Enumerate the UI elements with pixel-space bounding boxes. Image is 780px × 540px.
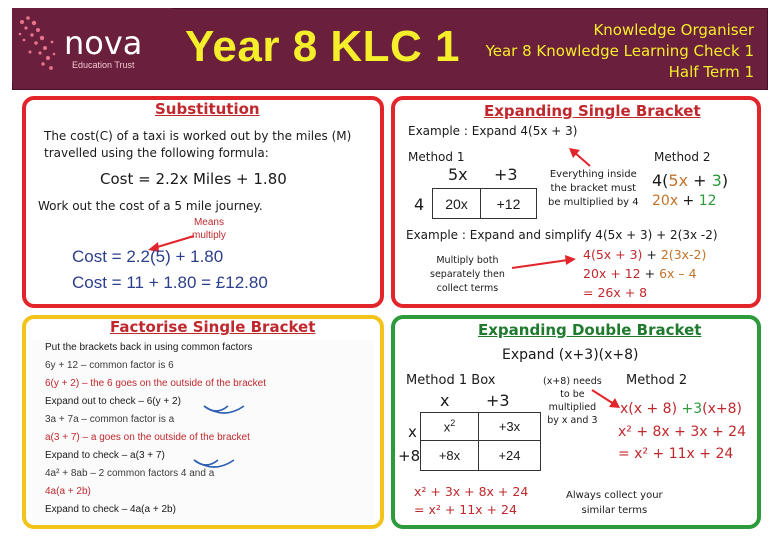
edb-method-1-box xyxy=(420,412,541,471)
esb-note-line-2: the bracket must xyxy=(550,183,637,194)
means-multiply-line-1: Means xyxy=(193,217,224,228)
esb-m2-5x: 5x xyxy=(668,171,689,190)
fac-line-4: 3a + 7a – common factor is a xyxy=(45,414,175,425)
edb-box-row-label-1: x xyxy=(408,423,417,441)
fac-expand-arcs-2 xyxy=(188,456,248,470)
factorise-heading: Factorise Single Bracket xyxy=(110,318,316,336)
ko-line-3: Half Term 1 xyxy=(668,63,754,81)
esb-m2-close: ) xyxy=(721,171,729,190)
edb-box-cell-x2: $x^2$ xyxy=(421,413,479,441)
edb-collect-note xyxy=(566,488,663,518)
esb-example-1: Example : Expand 4(5x + 3) xyxy=(408,124,578,138)
edb-m2-x: x xyxy=(620,401,629,417)
nova-logo-mark xyxy=(12,8,172,82)
esb-m2-four: 4( xyxy=(652,171,669,190)
fac-line-1: 6y + 12 – common factor is 6 xyxy=(45,360,174,371)
substitution-intro-1: The cost(C) of a taxi is worked out by the miles (M) xyxy=(44,129,352,143)
fac-line-0: Put the brackets back in using common factors xyxy=(45,342,253,353)
substitution-answer-2: Cost = 11 + 1.80 = £12.80 xyxy=(72,273,268,292)
esb-s2-plus: + xyxy=(640,266,660,281)
substitution-answer-1: Cost = 2.2(5) + 1.80 xyxy=(72,247,224,266)
esb-grid-cell-1: 20x xyxy=(433,189,481,219)
fac-line-2: 6(y + 2) – the 6 goes on the outside of the bracket xyxy=(45,378,266,389)
edb-m2-bracket-2: (x+8) xyxy=(702,401,742,417)
esb-example-2: Example : Expand and simplify 4(5x + 3) + 2(3x -2) xyxy=(406,228,718,242)
esb-s2-term-2: 6x – 4 xyxy=(659,266,697,281)
fac-line-6: Expand to check – a(3 + 7) xyxy=(45,450,165,461)
esb-s-term-1: 4(5x + 3) xyxy=(583,247,643,262)
esb-m2-plus-2: + xyxy=(678,193,699,209)
fac-line-3: Expand out to check – 6(y + 2) xyxy=(45,396,181,407)
esb-side-note-2: separately then xyxy=(430,269,505,280)
expanding-double-heading: Expanding Double Bracket xyxy=(478,321,702,339)
substitution-question: Work out the cost of a 5 mile journey. xyxy=(38,199,263,213)
factorise-worked-example xyxy=(32,340,374,520)
esb-s2-term-1: 20x + 12 xyxy=(583,266,641,281)
esb-note-arrow xyxy=(560,146,600,170)
esb-m2-plus: + xyxy=(688,171,712,190)
edb-box-head-2: +3 xyxy=(486,391,510,410)
ko-line-2: Year 8 Knowledge Learning Check 1 xyxy=(485,42,754,60)
edb-note-line-3: multiplied xyxy=(548,402,597,413)
knowledge-organiser-title xyxy=(486,20,754,83)
esb-simplify-line-2 xyxy=(583,266,697,281)
esb-method-2-label: Method 2 xyxy=(654,150,711,164)
fac-line-8: 4a(a + 2b) xyxy=(45,486,91,497)
fac-expand-arcs-1 xyxy=(198,402,258,416)
edb-collect-line-2: similar terms xyxy=(581,505,648,516)
esb-s-term-2: 2(3x-2) xyxy=(660,247,707,262)
edb-note-line-4: by x and 3 xyxy=(547,415,598,426)
expanding-single-heading: Expanding Single Bracket xyxy=(484,102,701,120)
esb-simplify-line-1 xyxy=(583,247,706,262)
edb-m2-plus3: +3 xyxy=(681,401,703,417)
esb-side-note-1: Multiply both xyxy=(436,255,499,266)
esb-side-note xyxy=(430,254,505,296)
edb-method-2-line-2: x² + 8x + 3x + 24 xyxy=(618,424,746,440)
esb-side-note-3: collect terms xyxy=(436,283,499,294)
edb-example: Expand (x+3)(x+8) xyxy=(502,347,639,363)
edb-method-2-line-1 xyxy=(620,401,742,417)
esb-side-note-arrow xyxy=(508,252,580,276)
edb-method-1-label: Method 1 Box xyxy=(406,373,496,388)
edb-box-cell-8x: +8x xyxy=(421,441,479,471)
esb-note-line-3: be multiplied by 4 xyxy=(548,197,639,208)
esb-method-1-label: Method 1 xyxy=(408,150,465,164)
esb-m2-12: 12 xyxy=(698,193,717,209)
edb-collect-line-1: Always collect your xyxy=(566,490,663,501)
edb-m2-bracket-1: (x + 8) xyxy=(628,401,682,417)
edb-box-cell-3x: +3x xyxy=(479,413,541,441)
esb-grid-head-1: 5x xyxy=(448,165,468,184)
esb-method-2-line-1 xyxy=(652,171,728,190)
edb-note-line-2: to be xyxy=(560,389,585,400)
esb-grid-row-label: 4 xyxy=(414,195,425,214)
svg-text:nova: nova xyxy=(64,24,143,62)
edb-box-cell-x2-base: x xyxy=(443,419,451,435)
means-multiply-line-2: multiply xyxy=(192,230,226,241)
esb-method-1-grid xyxy=(432,188,537,219)
esb-s-plus-1: + xyxy=(642,247,661,262)
edb-box-row-label-2: +8 xyxy=(398,447,421,465)
substitution-intro-2: travelled using the following formula: xyxy=(44,146,269,160)
substitution-heading: Substitution xyxy=(155,100,260,118)
page-title: Year 8 KLC 1 xyxy=(185,22,461,71)
esb-grid-head-2: +3 xyxy=(494,165,518,184)
edb-box-head-1: x xyxy=(440,391,450,410)
substitution-formula: Cost = 2.2x Miles + 1.80 xyxy=(100,170,287,188)
esb-simplify-line-3: = 26x + 8 xyxy=(583,285,648,300)
edb-box-cell-24: +24 xyxy=(479,441,541,471)
fac-line-7: 4a² + 8ab – 2 common factors 4 and a xyxy=(45,468,215,479)
edb-method-2-label: Method 2 xyxy=(626,373,688,388)
svg-text:Education Trust: Education Trust xyxy=(72,60,135,70)
edb-note-line-1: (x+8) needs xyxy=(543,376,602,387)
esb-multiply-note xyxy=(548,168,639,210)
esb-m2-20x: 20x xyxy=(652,193,679,209)
esb-note-line-1: Everything inside xyxy=(549,169,637,180)
esb-grid-cell-2: +12 xyxy=(481,189,537,219)
fac-line-9: Expand to check – 4a(a + 2b) xyxy=(45,504,176,515)
edb-box-sum-2: = x² + 11x + 24 xyxy=(414,502,517,517)
esb-m2-3: 3 xyxy=(711,171,722,190)
esb-method-2-line-2 xyxy=(652,193,717,209)
ko-line-1: Knowledge Organiser xyxy=(593,21,754,39)
fac-line-5: a(3 + 7) – a goes on the outside of the bracket xyxy=(45,432,250,443)
edb-method-2-line-3: = x² + 11x + 24 xyxy=(618,446,734,462)
edb-box-sum-1: x² + 3x + 8x + 24 xyxy=(414,484,529,499)
nova-logo xyxy=(12,8,172,82)
